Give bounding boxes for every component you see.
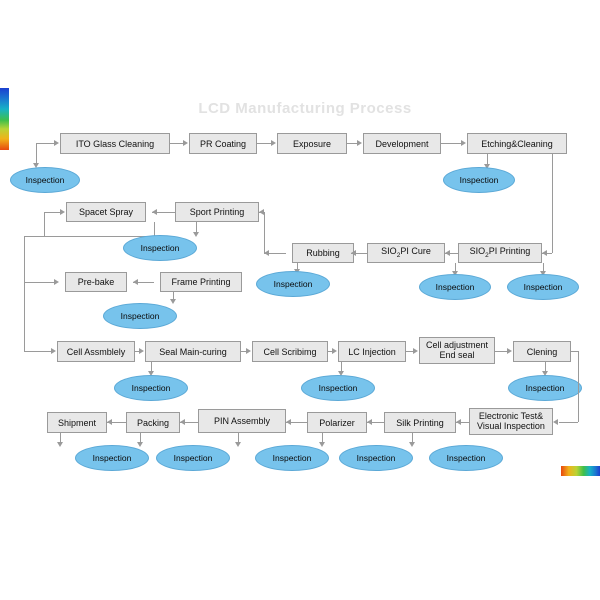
node-label: Cell Assmblely (66, 346, 126, 357)
inspection-label: Inspection (140, 243, 180, 253)
node-label: Pre-bake (77, 277, 115, 287)
node-cell-adjustment-end-seal[interactable] (419, 337, 495, 364)
connector-line (257, 143, 271, 144)
inspection-etching-cleaning[interactable] (443, 167, 515, 193)
connector-line (406, 351, 413, 352)
arrow-head (60, 209, 65, 215)
node-cell-assmblely[interactable] (57, 341, 135, 362)
arrow-head (133, 279, 138, 285)
node-etching-cleaning[interactable] (467, 133, 567, 154)
connector-line (36, 143, 37, 165)
inspection-sport-printing[interactable] (123, 235, 197, 261)
node-label: Rubbing (306, 248, 340, 258)
arrow-head (357, 140, 362, 146)
node-label: Shipment (57, 417, 97, 428)
connector-line (559, 422, 578, 423)
arrow-head (507, 348, 512, 354)
node-label: Cell adjustment End seal (425, 340, 489, 360)
inspection-rubbing[interactable] (256, 271, 330, 297)
inspection-label: Inspection (318, 383, 358, 393)
arrow-head (286, 419, 291, 425)
node-label: Packing (136, 417, 170, 428)
node-sio2-pi-printing[interactable] (458, 243, 542, 263)
arrow-head (367, 419, 372, 425)
watermark-title: LCD Manufacturing Process (198, 100, 412, 117)
arrow-head (51, 348, 56, 354)
arrow-head (180, 419, 185, 425)
node-label: PR Coating (199, 138, 247, 149)
connector-line (24, 351, 51, 352)
node-label: Etching&Cleaning (481, 138, 553, 149)
connector-line (44, 212, 60, 213)
connector-line (552, 154, 553, 253)
arrow-head (332, 348, 337, 354)
arrow-head (461, 140, 466, 146)
arrow-head (139, 348, 144, 354)
connector-line (36, 143, 54, 144)
arrow-head (107, 419, 112, 425)
node-label: PIN Assembly (213, 416, 271, 426)
inspection-label: Inspection (459, 175, 499, 185)
inspection-shipment[interactable] (75, 445, 149, 471)
node-clening[interactable] (513, 341, 571, 362)
connector-line (44, 212, 45, 236)
node-shipment[interactable] (47, 412, 107, 433)
node-label: Silk Printing (396, 417, 444, 428)
arrow-head (553, 419, 558, 425)
node-label: Clening (526, 346, 558, 357)
node-label: Polarizer (319, 417, 355, 428)
inspection-frame-printing[interactable] (103, 303, 177, 329)
inspection-label: Inspection (273, 279, 313, 289)
node-label: Seal Main-curing (159, 346, 227, 357)
color-gradient-bar-left (0, 88, 9, 150)
inspection-packing[interactable] (156, 445, 230, 471)
node-frame-printing[interactable] (160, 272, 242, 292)
arrow-head (152, 209, 157, 215)
node-silk-printing[interactable] (384, 412, 456, 433)
inspection-label: Inspection (272, 453, 312, 463)
inspection-pin-assembly[interactable] (255, 445, 329, 471)
arrow-head (409, 442, 415, 447)
inspection-label: Inspection (120, 311, 160, 321)
node-pre-bake[interactable] (65, 272, 127, 292)
connector-line (24, 282, 25, 351)
arrow-head (271, 140, 276, 146)
arrow-head (351, 250, 356, 256)
connector-line (571, 351, 578, 352)
node-label: Spacet Spray (78, 207, 134, 217)
node-label: Cell Scribimg (263, 346, 317, 357)
arrow-head (57, 442, 63, 447)
node-label: Sport Printing (189, 207, 245, 217)
node-label: $SIO_2PI$ Printing (469, 245, 531, 259)
node-sport-printing[interactable] (175, 202, 259, 222)
inspection-sio2-pi-cure[interactable] (419, 274, 491, 300)
inspection-label: Inspection (173, 453, 213, 463)
inspection-label: Inspection (25, 175, 65, 185)
arrow-head (170, 299, 176, 304)
node-spacet-spray[interactable] (66, 202, 146, 222)
node-pr-coating[interactable] (189, 133, 257, 154)
inspection-clening[interactable] (508, 375, 582, 401)
node-label: Development (375, 138, 429, 149)
node-rubbing[interactable] (292, 243, 354, 263)
inspection-silk-printing[interactable] (429, 445, 503, 471)
arrow-head (542, 250, 547, 256)
arrow-head (183, 140, 188, 146)
connector-line (264, 212, 265, 253)
connector-line (578, 351, 579, 422)
arrow-head (54, 140, 59, 146)
inspection-seal-main-curing[interactable] (114, 375, 188, 401)
connector-line (170, 143, 183, 144)
arrow-head (235, 442, 241, 447)
node-polarizer[interactable] (307, 412, 367, 433)
node-pin-assembly[interactable] (198, 409, 286, 433)
connector-line (441, 143, 461, 144)
node-exposure[interactable] (277, 133, 347, 154)
connector-line (347, 143, 357, 144)
arrow-head (319, 442, 325, 447)
inspection-lc-injection[interactable] (301, 375, 375, 401)
connector-line (24, 282, 54, 283)
inspection-label: Inspection (446, 453, 486, 463)
inspection-label: Inspection (523, 282, 563, 292)
node-seal-main-curing[interactable] (145, 341, 241, 362)
node-label: ITO Glass Cleaning (75, 138, 155, 149)
inspection-polarizer[interactable] (339, 445, 413, 471)
node-development[interactable] (363, 133, 441, 154)
node-label: Exposure (292, 138, 332, 149)
arrow-head (456, 419, 461, 425)
node-label: Electronic Test& Visual Inspection (477, 411, 545, 431)
node-label: $SIO_2PI$ Cure (381, 245, 431, 259)
inspection-label: Inspection (92, 453, 132, 463)
inspection-label: Inspection (356, 453, 396, 463)
arrow-head (259, 209, 264, 215)
node-lc-injection[interactable] (338, 341, 406, 362)
node-packing[interactable] (126, 412, 180, 433)
arrow-head (246, 348, 251, 354)
inspection-label: Inspection (131, 383, 171, 393)
connector-line (24, 236, 25, 282)
arrow-head (193, 232, 199, 237)
inspection-label: Inspection (525, 383, 565, 393)
connector-line (24, 236, 44, 237)
arrow-head (54, 279, 59, 285)
connector-line (154, 222, 155, 236)
inspection-label: Inspection (435, 282, 475, 292)
node-sio2-pi-cure[interactable] (367, 243, 445, 263)
node-label: Frame Printing (171, 277, 231, 287)
connector-line (495, 351, 507, 352)
node-label: LC Injection (348, 346, 396, 357)
inspection-ito-glass-cleaning[interactable] (10, 167, 80, 193)
node-electronic-test-visual-inspection[interactable] (469, 408, 553, 435)
color-gradient-bar-right (561, 466, 600, 476)
arrow-head (137, 442, 143, 447)
arrow-head (445, 250, 450, 256)
inspection-sio2-pi-printing[interactable] (507, 274, 579, 300)
arrow-head (413, 348, 418, 354)
node-cell-scribing[interactable] (252, 341, 328, 362)
node-ito-glass-cleaning[interactable] (60, 133, 170, 154)
